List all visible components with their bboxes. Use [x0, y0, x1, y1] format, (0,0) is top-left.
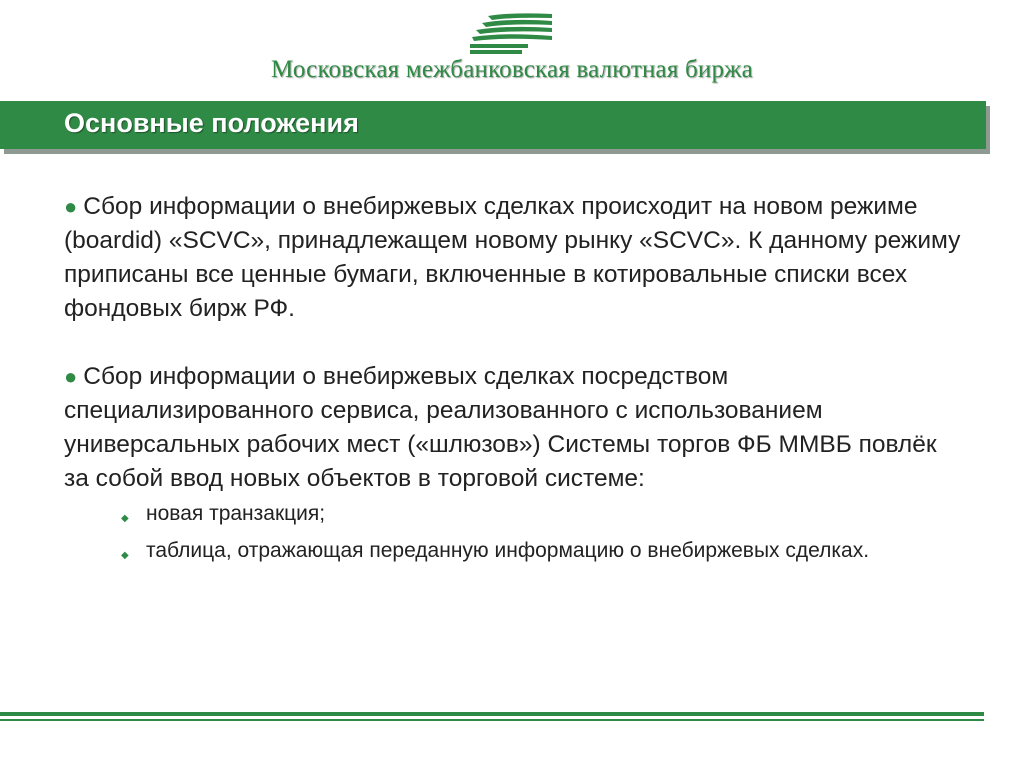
sub-item-text: новая транзакция; [146, 502, 326, 525]
slide-title: Основные положения [64, 108, 359, 138]
bullet-item [64, 190, 964, 326]
bullet-dot-icon: ● [64, 194, 78, 219]
slide-content [64, 190, 964, 566]
sub-list [121, 498, 946, 566]
bullet-text: Сбор информации о внебиржевых сделках происходит на новом режиме (boardid) «SCVC», принадлежащем новому рынку «SCVC». К данному режиму приписаны все ценные бумаги, включенные в котировальные списки всех фондовых бирж РФ. [64, 193, 961, 322]
bullet-dot-icon: ● [64, 364, 78, 389]
footer-divider [0, 712, 984, 716]
diamond-bullet-icon: ◆ [121, 513, 129, 524]
sub-item-text: таблица, отражающая переданную информацию о внебиржевых сделках. [146, 539, 870, 562]
bullet-text: Сбор информации о внебиржевых сделках посредством специализированного сервиса, реализованного с использованием универсальных рабочих мест («шлюзов») Системы торгов ФБ ММВБ повлёк за собой ввод новых объектов в торговой системе: [64, 363, 937, 492]
sub-list-item [121, 535, 946, 566]
organization-name: Московская межбанковская валютная биржа [271, 56, 753, 83]
mmvb-logo-icon [468, 12, 556, 56]
diamond-bullet-icon: ◆ [121, 550, 129, 561]
bullet-item [64, 360, 964, 496]
sub-list-item [121, 498, 946, 529]
footer-divider-thin [0, 719, 984, 721]
